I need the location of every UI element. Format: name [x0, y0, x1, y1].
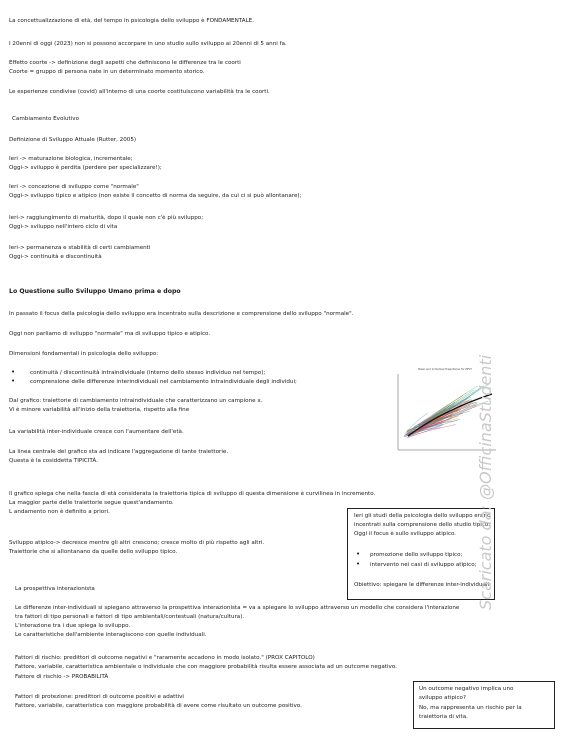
subsection-heading: La prospettiva interazionista — [15, 586, 95, 592]
text-line: Oggi-> continuità e discontinuità — [9, 254, 102, 260]
box-line: traiettoria di vita. — [419, 714, 468, 720]
bullet-icon: • — [356, 550, 361, 558]
graph-title: Mean and individual Trajectories for PPVT — [418, 368, 472, 371]
section-heading: Lo Questione sullo Sviluppo Umano prima e dopo — [9, 288, 181, 295]
bullet-icon: • — [11, 377, 16, 385]
text-line: Ieri-> permanenza e stabilità di certi cambiamenti — [9, 245, 151, 251]
text-line: Oggi-> sviluppo nell'intero ciclo di vita — [9, 224, 118, 230]
list-item: continuità / discontinuità intraindividuale (interno dello stesso individuo nel tempo); — [30, 370, 266, 376]
list-item: comprensione delle differenze interindividuali nel cambiamento intraindividuale degli individui; — [30, 379, 297, 385]
text-line: Fattori di protezione: predittori di outcome positivi e adattivi — [15, 694, 184, 700]
box-line: sviluppo atipico? — [419, 695, 466, 701]
box-line: Obiettivo: spiegare le differenze inter-individuali. — [354, 582, 491, 588]
text-line: tra fattori di tipo personali e fattori di tipo ambientali/contestuali (natura/cultura). — [15, 614, 245, 620]
text-line: Questa è la cosiddetta TIPICITÀ. — [9, 458, 98, 464]
text-line: L'interazione tra i due spiega lo sviluppo. — [15, 623, 131, 629]
text-line: Fattore, variabile, caratteristica con maggiore probabilità di avere come risultato un outcome positivo. — [15, 703, 302, 709]
text-line: Sviluppo atipico-> decresce mentre gli altri crescono; cresce molto di più rispetto agli altri. — [9, 540, 265, 546]
text-line: I 20enni di oggi (2023) non si possono accorpare in uno studio sullo sviluppo ai 20enni di 5 anni fa. — [9, 41, 287, 47]
box-line: incentrati sulla comprensione dello studio tipico. — [354, 522, 490, 528]
text-line: Fattore di rischio -> PROBABILITÀ — [15, 674, 109, 680]
text-line: Ieri -> maturazione biologica, incrementale; — [9, 156, 133, 162]
text-line: Dimensioni fondamentali in psicologia dello sviluppo: — [9, 351, 159, 357]
text-line: La variabilità inter-individuale cresce con l'aumentare dell'età. — [9, 429, 184, 435]
text-line: Oggi-> sviluppo tipico e atipico (non esiste il concetto di norma da seguire, da cui ci si può allontanare); — [9, 193, 302, 199]
text-line: La linea centrale del grafico sta ad indicare l'aggregazione di tante traiettorie. — [9, 449, 229, 455]
text-line: Il grafico spiega che nella fascia di età considerata la traiettoria tipica di sviluppo di questa dimensione è curvilinea in incremento. — [9, 491, 376, 497]
text-line: Ieri -> concezione di sviluppo come "normale" — [9, 184, 139, 190]
box-line: Ieri gli studi della psicologia dello sviluppo erano — [354, 513, 491, 519]
text-line: Effetto coorte -> definizione degli aspetti che definiscono le differenze tra le coorti — [9, 60, 241, 66]
text-line: Le esperienze condivise (covid) all'interno di una coorte costituiscono variabilità tra le coorti. — [9, 89, 270, 95]
text-line: Fattori di rischio: predittori di outcome negativi e "raramente accadono in modo isolato." (PROX CAPITOLO) — [15, 655, 315, 661]
bullet-icon: • — [356, 560, 361, 568]
text-line: Cambiamento Evolutivo — [12, 116, 79, 122]
text-line: In passato il focus della psicologia dello sviluppo era incentrato sulla descrizione e comprensione dello sviluppo "normale". — [9, 311, 354, 317]
text-line: L andamento non è definito a priori. — [9, 509, 110, 515]
callout-box-outcome — [413, 681, 555, 729]
box-line: No, ma rappresenta un rischio per la — [419, 705, 522, 711]
bullet-icon: • — [11, 368, 16, 376]
box-list-item: promozione dello sviluppo tipico; — [370, 552, 463, 558]
text-line: Oggi-> sviluppo è perdita (perdere per specializzare!); — [9, 165, 162, 171]
text-line: Oggi non parliamo di sviluppo "normale" ma di sviluppo tipico e atipico. — [9, 331, 211, 337]
text-line: Le caratteristiche dell'ambiente interagiscono con quelle individuali. — [15, 632, 207, 638]
text-line: Definizione di Sviluppo Attuale (Rutter, 2005) — [9, 137, 137, 143]
callout-box-typical-atypical — [347, 508, 495, 600]
text-line: Le differenze inter-individuali si spiegano attraverso la prospettiva interazionista = va a spiegare lo sviluppo attraverso un modello che considera l'interazione — [15, 605, 460, 611]
text-line: La maggior parte delle traiettorie segue quest'andamento. — [9, 500, 174, 506]
text-line: Vi è minore variabilità all'inizio della traiettoria, rispetto alla fine — [9, 407, 190, 413]
text-line: Dal grafico: traiettorie di cambiamento intraindividuale che caratterizzano un campione x. — [9, 398, 263, 404]
text-line: La concettualizzazione di età, del tempo in psicologia dello sviluppo è FONDAMENTALE. — [9, 18, 254, 24]
box-line: Un outcome negativo implica uno — [419, 686, 514, 692]
text-line: Coorte = gruppo di persona nate in un determinato momento storico. — [9, 69, 205, 75]
text-line: Ieri-> raggiungimento di maturità, dopo il quale non c'è più sviluppo; — [9, 215, 204, 221]
text-line: Fattore, variabile, caratteristica ambientale o individuale che con maggiore probabilità risulta essere associata ad un outcome negativo. — [15, 664, 397, 670]
text-line: Traiettorie che si allontanano da quelle dello sviluppo tipico. — [9, 549, 178, 555]
watermark: Scaricato da: @OfficinaStudenti — [476, 354, 495, 610]
box-line: Oggi il focus è sullo sviluppo atipico. — [354, 531, 457, 537]
box-list-item: intervento nei casi di sviluppo atipico; — [370, 562, 477, 568]
